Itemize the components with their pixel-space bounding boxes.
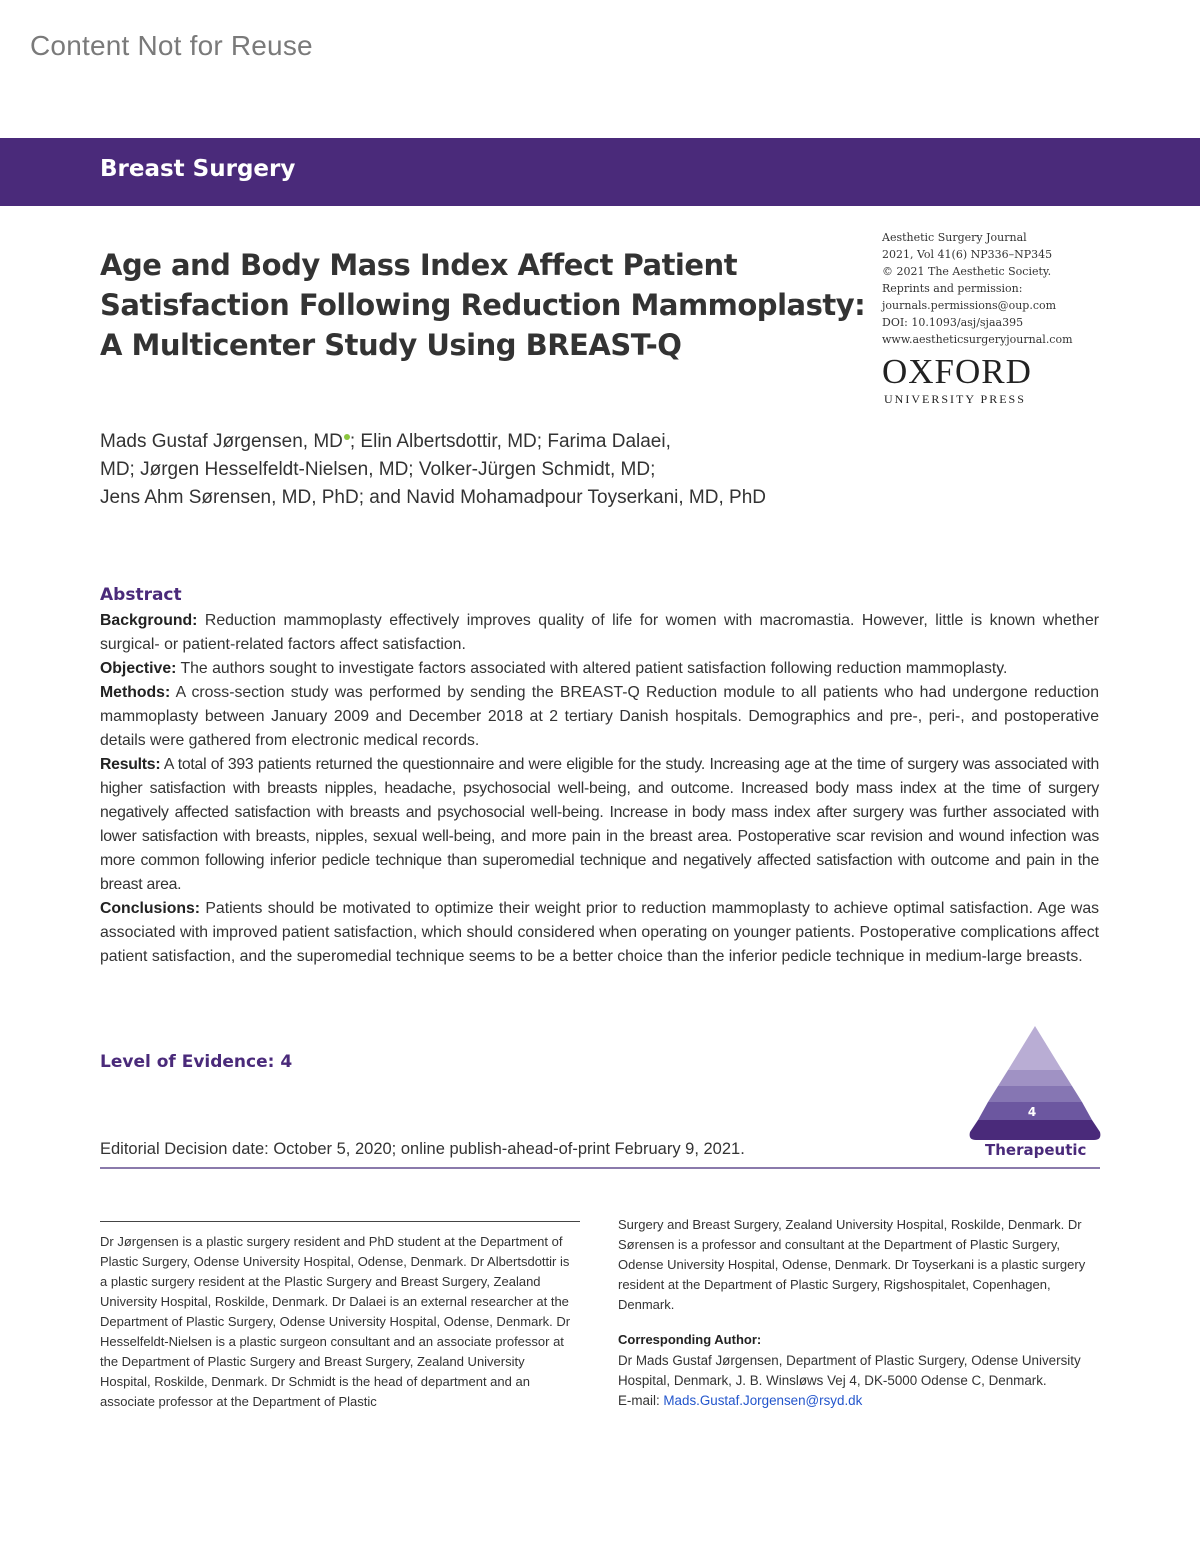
article-title [100,245,880,365]
footnote-divider [100,1221,580,1222]
pyramid-tier [970,1120,1101,1140]
journal-name: Aesthetic Surgery Journal [882,231,1027,244]
background-label: Background: [100,612,198,629]
abstract-body [100,609,1099,969]
pyramid-tier [988,1086,1082,1102]
abstract-conclusions [100,897,1099,969]
section-banner [0,138,1200,206]
journal-copyright: © 2021 The Aesthetic Society. [882,265,1052,278]
watermark-text: Content Not for Reuse [30,30,313,61]
background-text: Reduction mammoplasty effectively improves quality of life for women with macromastia. However, little is known whether surgical- or patient-related factors affect satisfaction. [100,612,1100,653]
journal-website[interactable]: www.aestheticsurgeryjournal.com [882,333,1073,346]
level-of-evidence: Level of Evidence: 4 [100,1052,293,1072]
objective-text: The authors sought to investigate factors associated with altered patient satisfaction following reduction mammoplasty. [180,660,1008,677]
methods-label: Methods: [100,684,171,701]
abstract-objective [100,657,1099,681]
abstract-heading: Abstract [100,585,182,605]
corresponding-author-address: Dr Mads Gustaf Jørgensen, Department of Plastic Surgery, Odense University Hospital, Denmark, J. B. Winsløws Vej 4, DK-5000 Odense C, Denmark. [618,1353,1081,1388]
evidence-pyramid-icon [968,1024,1102,1142]
conclusions-text: Patients should be motivated to optimize their weight prior to reduction mammoplasty to achieve optimal satisfaction. Age was associated with improved patient satisfaction, which should considered when operating on younger patients. Postoperative complications affect patient satisfaction, and the superomedial technique seems to be a better choice than the inferior pedicle technique in medium-large breasts. [100,900,1100,965]
author-line: Jens Ahm Sørensen, MD, PhD; and Navid Mohamadpour Toyserkani, MD, PhD [100,487,766,508]
journal-info [882,229,1097,348]
oxford-logo: OXFORD [882,352,1032,391]
author-list [100,428,900,512]
journal-permissions-email[interactable]: journals.permissions@oup.com [882,299,1057,312]
editorial-decision-date: Editorial Decision date: October 5, 2020; online publish-ahead-of-print February 9, 2021. [100,1140,745,1158]
journal-doi[interactable]: DOI: 10.1093/asj/sjaa395 [882,316,1024,329]
abstract-methods [100,681,1099,753]
email-label: E-mail: [618,1393,664,1408]
abstract-background [100,609,1099,657]
author-affiliations-right: Surgery and Breast Surgery, Zealand University Hospital, Roskilde, Denmark. Dr Sørensen is a professor and consultant at the Department of Plastic Surgery, Odense University Hospital, Odense, Denmark. Dr Toyserkani is a plastic surgery resident at the Department of Plastic Surgery, Rigshospitalet, Copenhagen, Denmark. [618,1217,1086,1312]
evidence-category: Therapeutic [985,1141,1087,1159]
conclusions-label: Conclusions: [100,900,201,917]
title-line: A Multicenter Study Using BREAST-Q [100,328,682,362]
author-line [100,428,900,456]
section-label: Breast Surgery [100,156,296,182]
results-text: A total of 393 patients returned the questionnaire and were eligible for the study. Increasing age at the time of surgery was associated with higher satisfaction with breasts nipples, headache, psychosocial well-being, and outcome. Increased body mass index at the time of surgery negatively affected satisfaction with breasts and psychosocial well-being. Increase in body mass index after surgery was further associated with lower satisfaction with breasts, nipples, sexual well-being, and more pain in the breast area. Postoperative scar revision and wound infection was more common following inferior pedicle technique than superomedial technique and negatively affected satisfaction with outcome and pain in the breast area. [100,756,1099,893]
pyramid-tier [998,1070,1072,1086]
oxford-logo-subtitle: UNIVERSITY PRESS [884,392,1026,406]
pyramid-level-number: 4 [1027,1105,1037,1119]
journal-reprints: Reprints and permission: [882,282,1023,295]
journal-volume: 2021, Vol 41(6) NP336–NP345 [882,248,1053,261]
corresponding-author-heading: Corresponding Author: [618,1332,762,1347]
first-author: Mads Gustaf Jørgensen, MD [100,431,343,452]
divider [100,1167,1100,1169]
email-link[interactable]: Mads.Gustaf.Jorgensen@rsyd.dk [663,1393,863,1408]
objective-label: Objective: [100,660,177,677]
pyramid-tier [1008,1026,1062,1070]
title-line: Satisfaction Following Reduction Mammoplasty: [100,288,866,322]
results-label: Results: [100,756,161,773]
abstract-results [100,753,1099,897]
title-line: Age and Body Mass Index Affect Patient [100,248,738,282]
author-affiliations-left: Dr Jørgensen is a plastic surgery resident and PhD student at the Department of Plastic Surgery, Odense University Hospital, Odense, Denmark. Dr Albertsdottir is a plastic surgery resident at the Plastic Surgery and Breast Surgery, Zealand University Hospital, Roskilde, Denmark. Dr Dalaei is an external researcher at the Department of Plastic Surgery, Odense University Hospital, Odense, Denmark. Dr Hesselfeldt-Nielsen is a plastic surgeon consultant and an associate professor at the Department of Plastic Surgery and Breast Surgery, Zealand University Hospital, Roskilde, Denmark. Dr Schmidt is the head of department and an associate professor at the Department of Plastic [100,1234,571,1409]
methods-text: A cross-section study was performed by sending the BREAST-Q Reduction module to all patients who had undergone reduction mammoplasty between January 2009 and December 2018 at 2 tertiary Danish hospitals. Demographics and pre-, peri-, and postoperative details were gathered from electronic medical records. [100,684,1099,749]
corresponding-author-details [618,1351,1100,1411]
author-line-rest: ; Elin Albertsdottir, MD; Farima Dalaei, [349,431,671,452]
author-line: MD; Jørgen Hesselfeldt-Nielsen, MD; Volker-Jürgen Schmidt, MD; [100,459,656,480]
